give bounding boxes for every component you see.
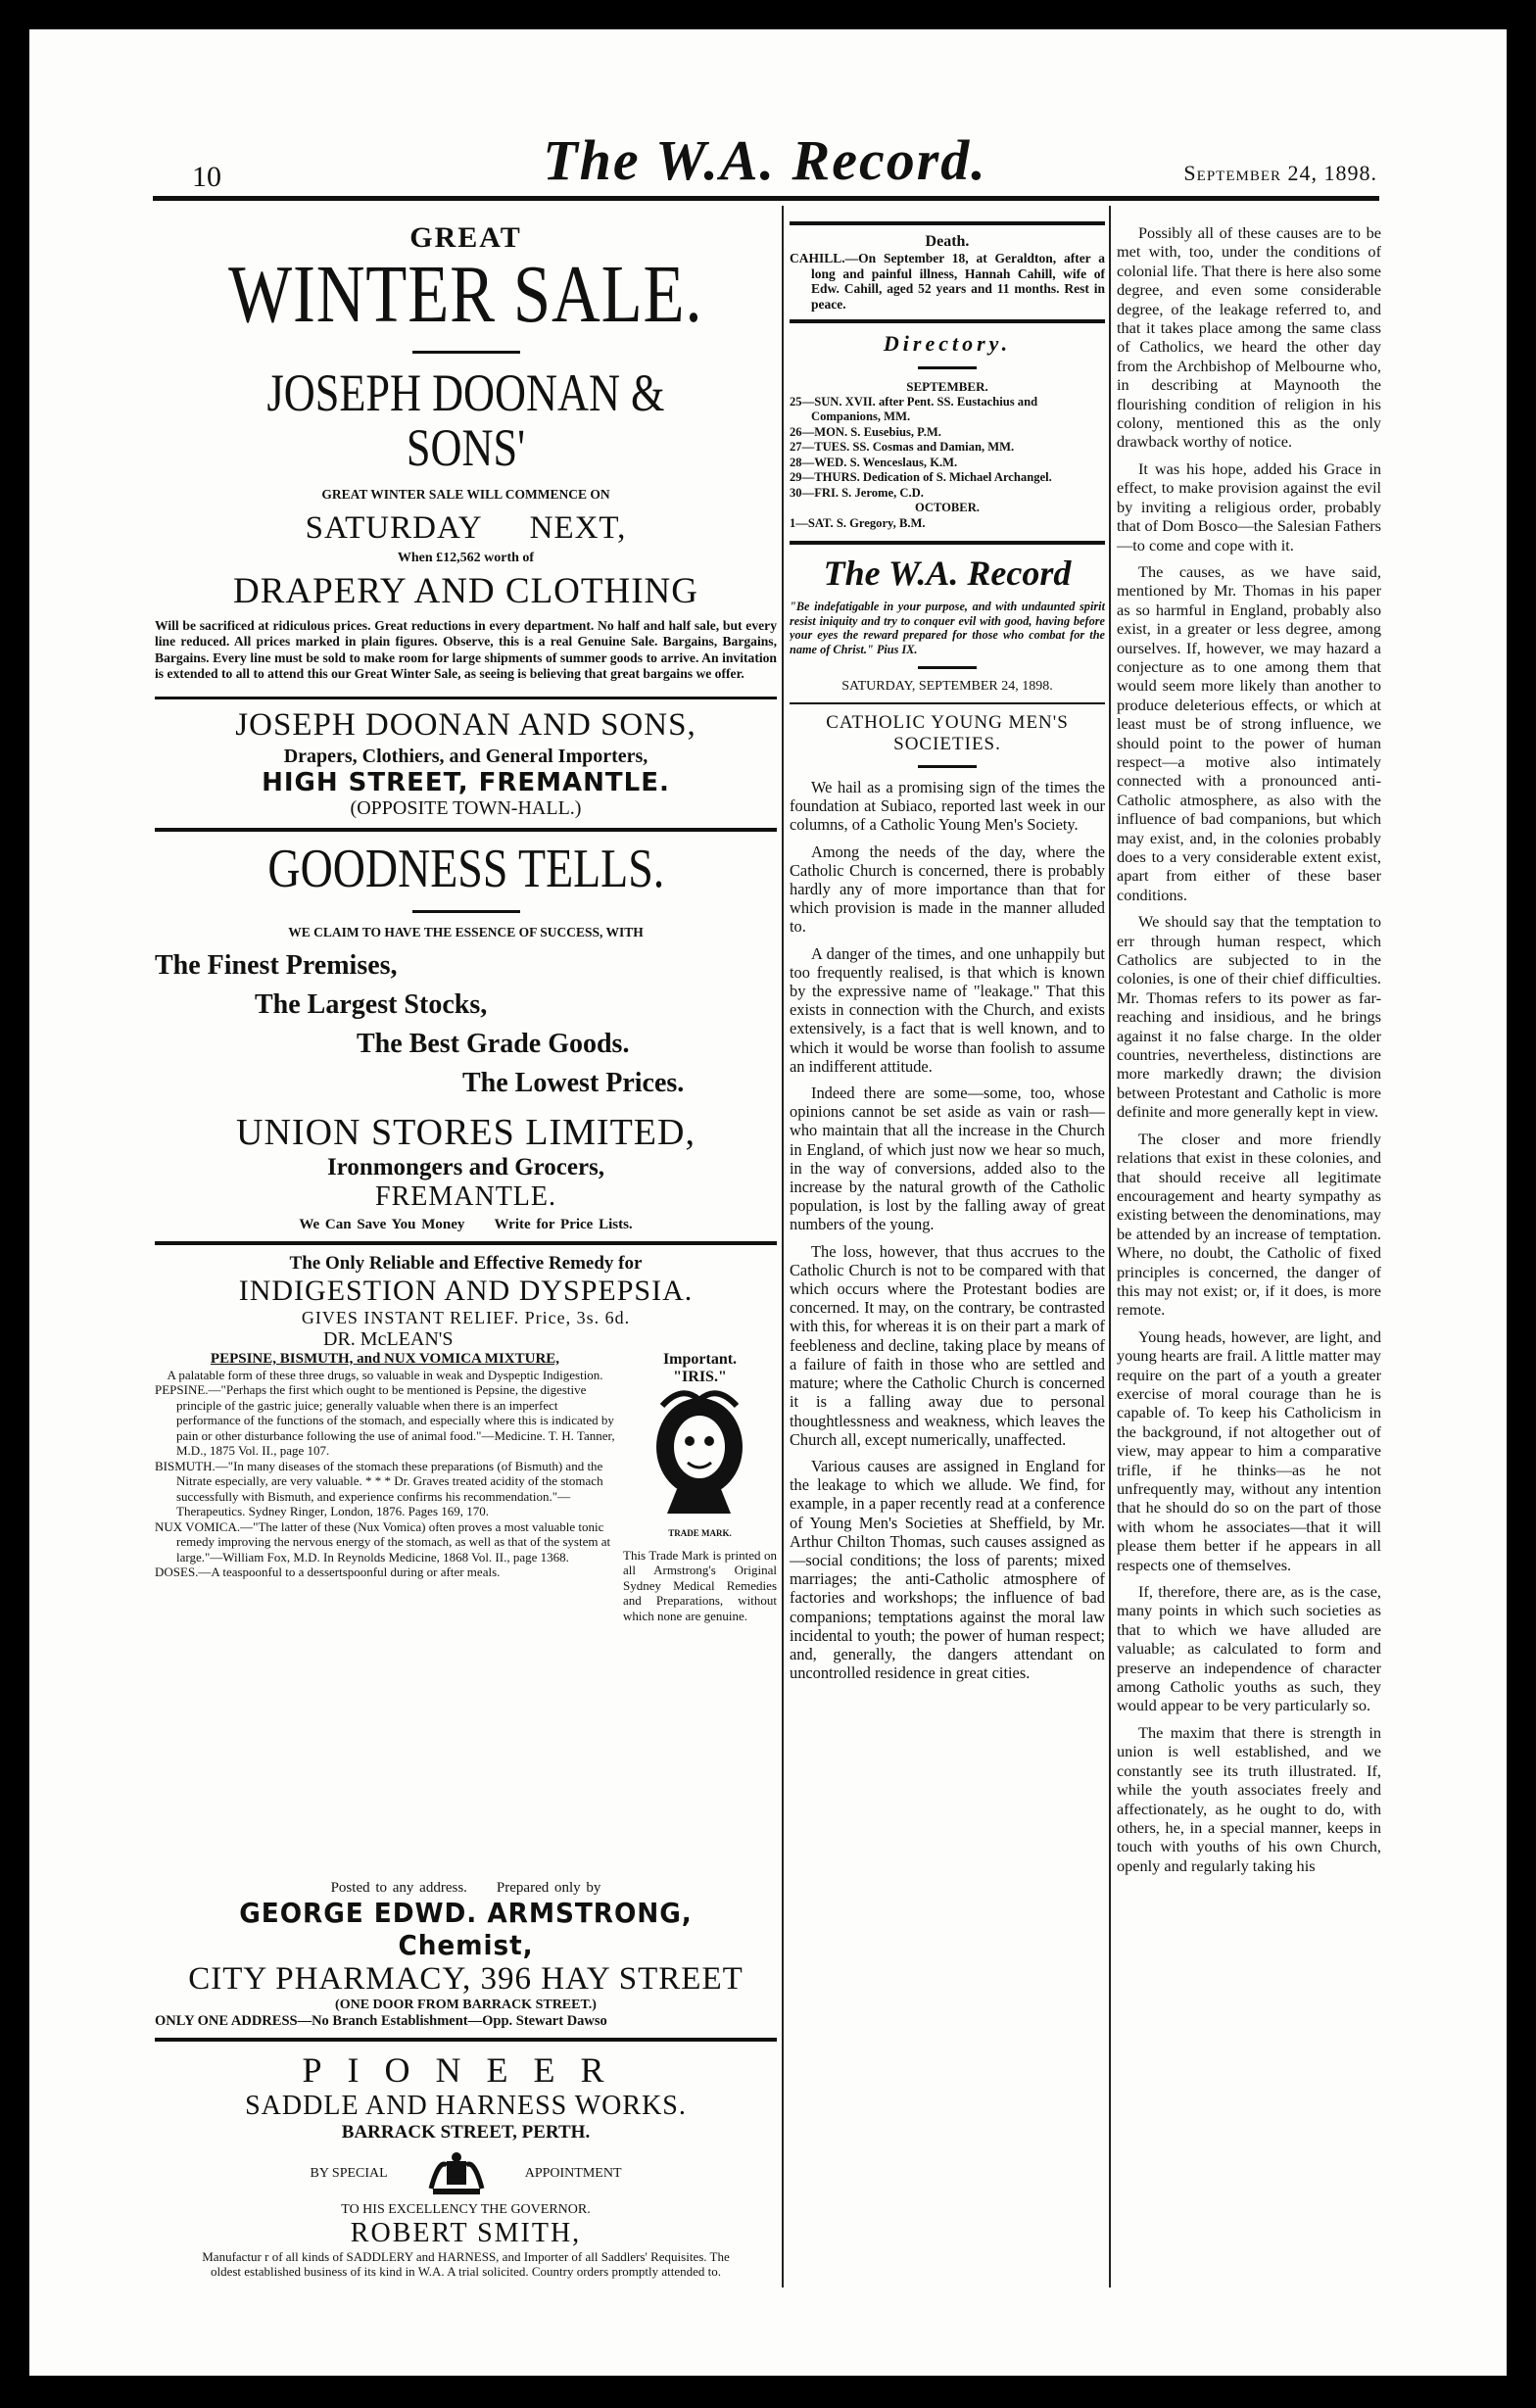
firm-trade: Ironmongers and Grocers, <box>326 1153 605 1180</box>
to-governor: TO HIS EXCELLENCY THE GOVERNOR. <box>341 2201 591 2217</box>
directory-heading: Directory. <box>883 331 1012 356</box>
ad-kicker: GREAT <box>409 221 522 254</box>
directory-entry: 26—MON. S. Eusebius, P.M. <box>790 424 941 439</box>
article-paragraph: Possibly all of these causes are to be met with, too, under the conditions of colonial life. That there is here also some degree, and even some considerable degree, of the leakage referred to, and that it takes place among the same class of Catholics, we heard the other day from the Archbishop of Melbourne who, in describing at Maynooth the flourishing condition of religion in his colony, mentioned this as the only drawback worthy of notice. <box>1117 223 1381 452</box>
issue-date: September 24, 1898. <box>1183 161 1377 185</box>
advertisements-column <box>155 208 777 2304</box>
death-heading: Death. <box>925 233 970 250</box>
appointment: APPOINTMENT <box>524 2165 622 2181</box>
pioneer-subtitle: SADDLE AND HARNESS WORKS. <box>245 2090 687 2121</box>
masthead-motto: "Be indefatigable in your purpose, and with undaunted spirit resist iniquity and try to conquer evil with good, having before your eyes the reward prepared for those who combat for the name of Christ." Pius IX. <box>790 600 1105 656</box>
iris-label: "IRIS." <box>673 1368 727 1385</box>
divider <box>918 366 977 369</box>
pharmacy-ad <box>155 1253 777 2030</box>
firm-town: FREMANTLE. <box>375 1180 556 1212</box>
by-special: BY SPECIAL <box>310 2165 388 2181</box>
newspaper-title: The W.A. Record. <box>543 128 987 192</box>
directory-entry: 25—SUN. XVII. after Pent. SS. Eustachius and Companions, MM. <box>790 394 1038 423</box>
article-paragraph: The closer and more friendly relations that exist in these colonies, and that should receive all legitimate encouragement and hearty sympathy as existing between the denominations, may be attended by an increase of temptation. Where, no doubt, the Catholic of fixed principles is concerned, the danger of this may not exist; or, if it does, is more remote. <box>1117 1129 1381 1320</box>
article-paragraph: It was his hope, added his Grace in effect, to make provision against the evil by inviting a religious order, probably that of Dom Bosco—the Salesian Fathers—to come and cope with it. <box>1117 458 1381 554</box>
divider <box>155 2038 777 2042</box>
right-column <box>1117 208 1381 2304</box>
divider <box>412 910 520 913</box>
claim-item: The Largest Stocks, <box>255 988 488 1020</box>
header-rule <box>153 196 1379 201</box>
article-paragraph: The maxim that there is strength in union is well established, and we constantly see its truth illustrated. If, while the youth associates freely and affectionately, as he ought to do, with others, he, in a special manner, keeps in touch with youths of his own Church, openly and regularly taking his <box>1117 1722 1381 1875</box>
divider <box>918 765 977 768</box>
product-intro: A palatable form of these three drugs, so valuable in weak and Dyspeptic Indigestion. <box>167 1367 603 1382</box>
bismuth-note: BISMUTH.—"In many diseases of the stomach these preparations (of Bismuth) and the Nitrate especially, are very valuable. * * * Dr. Graves treated acidity of the stomach successfully with Bismuth, and experience confirms his recommendation."—Therapeutics. Sydney Ringer, London, 1876. Pages 169, 170. <box>155 1458 603 1519</box>
firm-opposite: (OPPOSITE TOWN-HALL.) <box>350 796 582 819</box>
pioneer-title: PIONEER <box>302 2049 630 2090</box>
article-paragraph: Young heads, however, are light, and young hearts are frail. A little matter may require on the part of a youth a greater exercise of moral courage than he is capable of. To keep his Catholicism in the background, if not altogether out of view, may appear to him a comparative trifle, if he thinks—as he not unfrequently may, without any intention that he should do so on the part of those with whom he associates—that it will please them better if he appears in all respects one of themselves. <box>1117 1326 1381 1574</box>
article-paragraph: The loss, however, that thus accrues to the Catholic Church is not to be compared with that which occurs where the Protestant bodies are concerned. It may, on the contrary, be contrasted with this, for whereas it is on their part a mark of feebleness and decline, taking place by means of a failure of faith in those who are settled and mature; where the Catholic Church is concerned it is a falling away due to personal thoughtlessness and weakness, which leaves the Church all, except numerically, unaffected. <box>790 1241 1105 1449</box>
sale-goods: DRAPERY AND CLOTHING <box>233 571 698 611</box>
article-title: CATHOLIC YOUNG MEN'S SOCIETIES. <box>826 712 1069 754</box>
divider <box>790 221 1105 225</box>
firm-trade: Drapers, Clothiers, and General Importers, <box>283 745 648 767</box>
chemist-name: GEORGE EDWD. ARMSTRONG, Chemist, <box>239 1896 693 1961</box>
prepared-note: Prepared only by <box>496 1879 601 1896</box>
pioneer-body: Manufactur r of all kinds of SADDLERY and HARNESS, and Importer of all Saddlers' Requisites. The oldest established business of its kind in W.A. A trial solicited. Country orders promptly attended to. <box>202 2248 730 2280</box>
royal-coat-of-arms-icon <box>427 2151 486 2196</box>
column-rule <box>782 206 784 2288</box>
middle-column <box>790 208 1105 2304</box>
divider <box>155 828 777 832</box>
pepsine-note: PEPSINE.—"Perhaps the first which ought to be mentioned is Pepsine, the digestive principle of the gastric juice; generally valuable when there is an imperfect performance of the functions of the stomach, and especially where this is indicated by pain or other disturbance following the use of animal food."—Medicine. T. H. Tanner, M.D., 1875 Vol. II., page 107. <box>155 1382 615 1459</box>
maker-name: DR. McLEAN'S <box>323 1327 454 1350</box>
article-paragraph: We hail as a promising sign of the times the foundation at Subiaco, reported last week in our columns, of a Catholic Young Men's Society. <box>790 778 1105 835</box>
claim-item: The Best Grade Goods. <box>357 1028 630 1059</box>
divider <box>918 666 977 669</box>
pioneer-address: BARRACK STREET, PERTH. <box>341 2121 591 2143</box>
directory-entry: 1—SAT. S. Gregory, B.M. <box>790 515 926 530</box>
article-paragraph: The causes, as we have said, mentioned by Mr. Thomas in his paper as so harmful in England, probably also exist, in a greater or less degree, among ourselves. If, however, we may hazard a conjecture as to one among them that would seem more likely than another to produce deleterious effects, or which at least must be of strong influence, we should point to the power of human respect—a motive also intimately connected with a pronounced anti-Catholic atmosphere, as also with the influence of bad companions, but which may exist, and, in the colonies probably does to a very considerable extent exist, apart from either of these baser conditions. <box>1117 561 1381 904</box>
divider <box>790 319 1105 323</box>
remedy-line: The Only Reliable and Effective Remedy for <box>289 1252 643 1274</box>
directory-entry: 30—FRI. S. Jerome, C.D. <box>790 485 924 500</box>
firm-name: UNION STORES LIMITED, <box>236 1111 696 1153</box>
ad-claim: WE CLAIM TO HAVE THE ESSENCE OF SUCCESS, WITH <box>288 924 644 939</box>
claim-item: The Finest Premises, <box>155 949 398 981</box>
owner-name: ROBERT SMITH, <box>350 2217 582 2248</box>
iris-trademark-image <box>623 1386 777 1523</box>
article-paragraph: Indeed there are some—some, too, whose opinions cannot be set aside as vain or rash—who maintain that all the increase in the Church in England, of which just now we hear so much, in the way of conversions, added also to the increase by the natural growth of the Catholic population, is lost by the falling away of great numbers of the young. <box>790 1084 1105 1234</box>
doses-note: DOSES.—A teaspoonful to a dessertspoonful during or after meals. <box>155 1565 501 1580</box>
column-rule <box>1109 206 1111 2288</box>
ad-slogan: We Can Save You Money Write for Price Lists. <box>299 1216 633 1232</box>
directory-month: SEPTEMBER. <box>906 379 988 394</box>
divider <box>790 541 1105 545</box>
sale-day: SATURDAY NEXT, <box>305 510 627 546</box>
ad-headline: WINTER SALE. <box>228 249 703 340</box>
sale-body: Will be sacrificed at ridiculous prices. Great reductions in every department. No half and half sale, but every line reduced. All prices marked in plain figures. Observe, this is a real Genuine Sale. Bargains, Bargains, Bargains. Every line must be sold to make room for large shipments of summer goods to arrive. An invitation is extended to all to attend this our Great Winter Sale, as seeing is believing that great bargains we offer. <box>155 618 777 682</box>
product-name: PEPSINE, BISMUTH, and NUX VOMICA MIXTURE, <box>210 1350 560 1367</box>
divider <box>155 1241 777 1245</box>
remedy-title: INDIGESTION AND DYSPEPSIA. <box>238 1274 694 1307</box>
divider <box>412 351 520 354</box>
claim-item: The Lowest Prices. <box>462 1067 685 1098</box>
divider <box>790 702 1105 704</box>
trademark-note: This Trade Mark is printed on all Armstrong's Original Sydney Medical Remedies and Preparations, without which none are genuine. <box>623 1547 777 1623</box>
trademark-caption: TRADE MARK. <box>668 1527 732 1538</box>
posted-note: Posted to any address. <box>330 1879 467 1896</box>
sale-worth: When £12,562 worth of <box>397 551 535 565</box>
divider <box>155 697 777 699</box>
firm-name: JOSEPH DOONAN & SONS' <box>266 363 665 477</box>
important-label: Important. <box>662 1350 738 1368</box>
masthead-title: The W.A. Record <box>823 554 1072 593</box>
masthead-date: SATURDAY, SEPTEMBER 24, 1898. <box>841 679 1053 694</box>
directory-entry: 27—TUES. SS. Cosmas and Damian, MM. <box>790 440 1015 454</box>
article-paragraph: Various causes are assigned in England for the leakage to which we allude. We find, for example, in a paper recently read at a conference of Young Men's Societies at Sheffield, by Mr. Arthur Chilton Thomas, such causes assigned as—social conditions; the loss of parents; mixed marriages; the anti-Catholic atmosphere of factories and workshops; the influence of bad companions; temptations against the moral law incidental to youth; the power of human respect; and, generally, the dangers attendant on uncontrolled residence in great cities. <box>790 1456 1105 1683</box>
firm-address: HIGH STREET, FREMANTLE. <box>262 767 670 797</box>
nux-vomica-note: NUX VOMICA.—"The latter of these (Nux Vomica) often proves a most valuable tonic remedy improving the nervous energy of the stomach, as well as that of the system at large."—William Fox, M.D. In Reynolds Medicine, 1868 Vol. II., page 1368. <box>155 1518 611 1565</box>
door-note: (ONE DOOR FROM BARRACK STREET.) <box>335 1997 597 2012</box>
directory-entry: 29—THURS. Dedication of S. Michael Archangel. <box>790 470 1052 484</box>
page-number: 10 <box>192 161 221 193</box>
article-paragraph: We should say that the temptation to err through human respect, which Catholics are subjected to in the colonies, is one of their chief difficulties. Mr. Thomas refers to its power as far-reaching and insidious, and he brings against it no false charge. In the older countries, nevertheless, distinctions are more markedly drawn; the division between Protestant and Catholic is more definite and more generally kept in view. <box>1117 912 1381 1122</box>
winter-sale-ad <box>155 221 777 820</box>
article-paragraph: A danger of the times, and one unhappily but too frequently realised, is that which is known by the expressive name of "leakage." That this exists in connection with the Church, and exists extensively, is a fact that is well known, and to which it would be worse than foolish to assume an indifferent attitude. <box>790 943 1105 1076</box>
article-paragraph: Among the needs of the day, where the Catholic Church is concerned, there is probably hardly any of more importance than that for which provision is made in the manner alluded to. <box>790 842 1105 937</box>
sale-notice: GREAT WINTER SALE WILL COMMENCE ON <box>321 487 610 502</box>
pioneer-ad <box>155 2049 777 2280</box>
pharmacy-address: CITY PHARMACY, 396 HAY STREET <box>188 1960 744 1997</box>
remedy-price: GIVES INSTANT RELIEF. Price, 3s. 6d. <box>301 1307 631 1327</box>
firm-name-2: JOSEPH DOONAN AND SONS, <box>235 706 696 743</box>
article-paragraph: If, therefore, there are, as is the case, many points in which such societies as that to which we have alluded are valuable; as calculated to form and preserve an independence of character among Catholic youths as such, they would appear to be very particularly so. <box>1117 1582 1381 1715</box>
directory-month: OCTOBER. <box>915 501 980 514</box>
union-stores-ad <box>155 840 777 1233</box>
page-header <box>153 125 1377 194</box>
branch-note: ONLY ONE ADDRESS—No Branch Establishment—Opp. Stewart Dawso <box>155 2012 607 2029</box>
ad-headline: GOODNESS TELLS. <box>267 838 664 899</box>
directory-entry: 28—WED. S. Wenceslaus, K.M. <box>790 455 958 469</box>
death-notice: CAHILL.—On September 18, at Geraldton, after a long and painful illness, Hannah Cahill, wife of Edw. Cahill, aged 52 years and 11 months. Rest in peace. <box>790 251 1105 312</box>
